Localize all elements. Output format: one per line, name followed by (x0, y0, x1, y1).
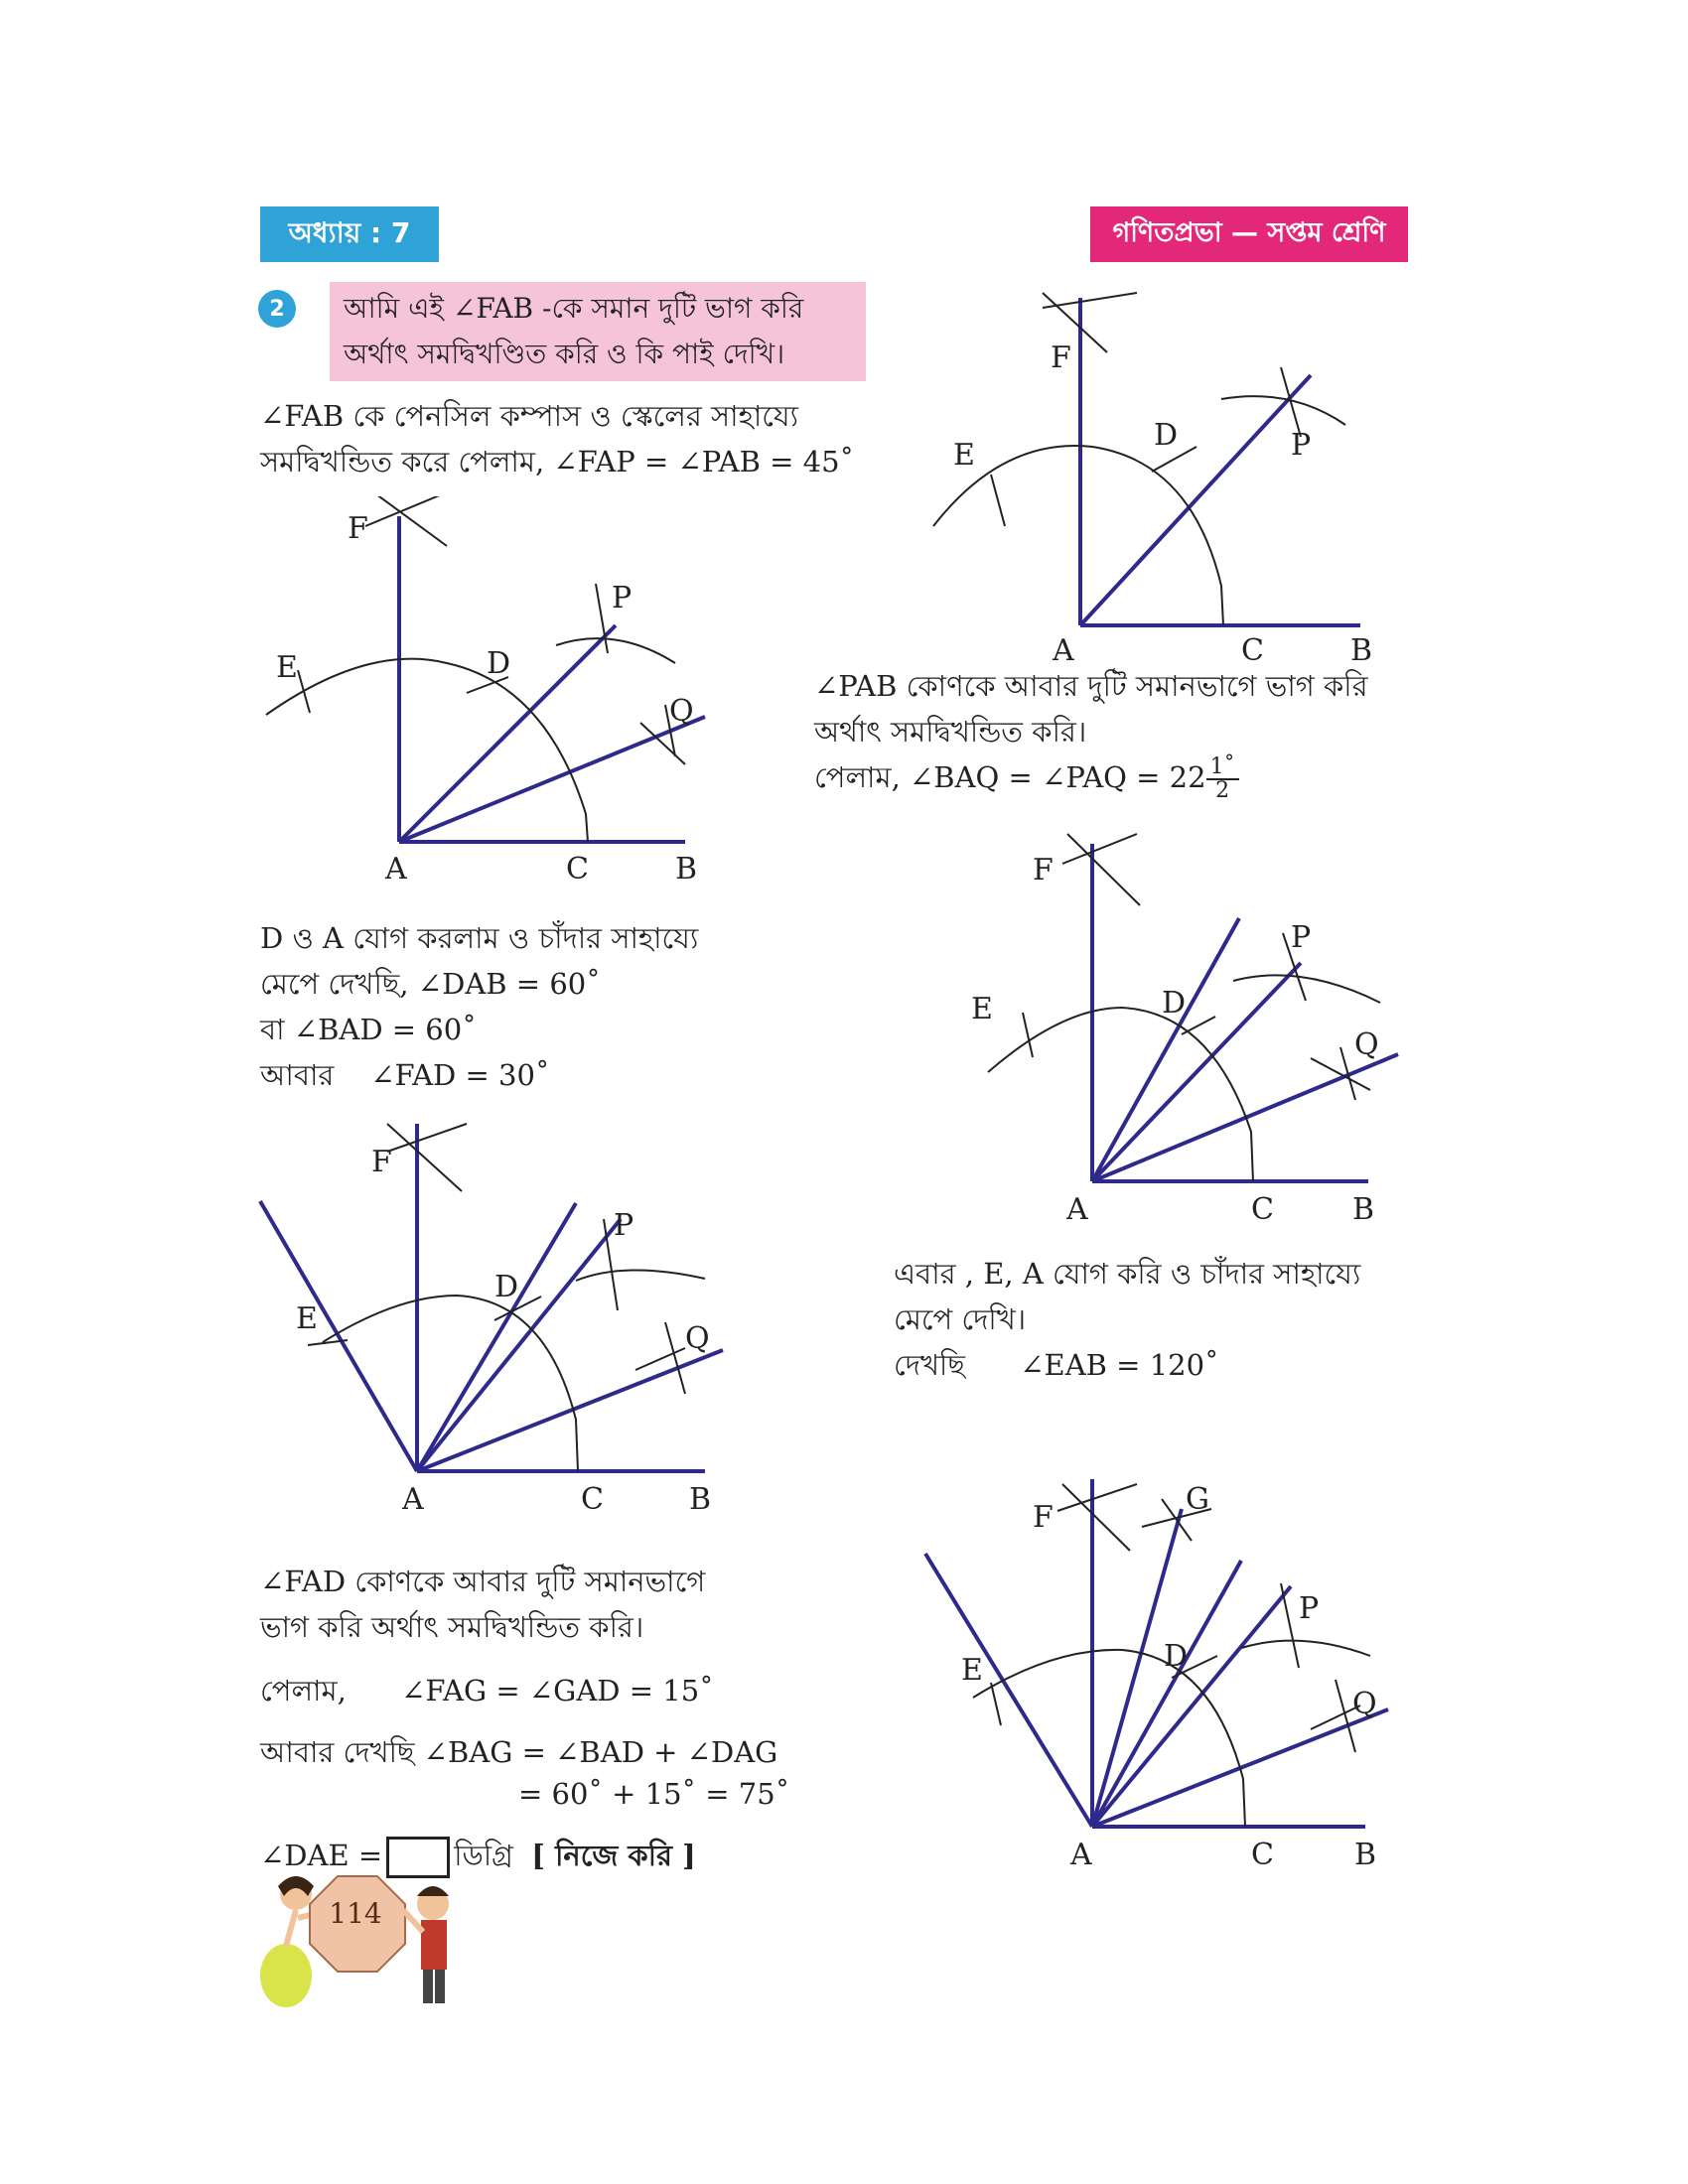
label-D: D (494, 1270, 519, 1304)
step-number-badge: 2 (258, 290, 296, 328)
book-title-badge: গণিতপ্রভা — সপ্তম শ্রেণি (1090, 206, 1408, 262)
right-para-2 (894, 1251, 1360, 1388)
label-G: G (1186, 1482, 1209, 1517)
arc-mark-E (298, 670, 310, 713)
label-B: B (675, 852, 698, 887)
arc-mark-F1 (1062, 834, 1137, 864)
left-para-3-line-3a: পেলাম, (260, 1674, 347, 1707)
label-D: D (1164, 1639, 1189, 1674)
fraction-denominator: 2 (1215, 778, 1230, 803)
ray-AQ (399, 717, 705, 842)
label-F: F (1051, 341, 1071, 375)
left-para-1-line-2: সমদ্বিখন্ডিত করে পেলাম, ∠FAP = ∠PAB = 45˚ (260, 445, 855, 478)
left-para-2 (260, 915, 698, 1098)
arc-mark-E (991, 1683, 1001, 1725)
fraction-numerator: 1˚ (1206, 756, 1239, 780)
page-number: 114 (329, 1896, 382, 1930)
left-kid-dress (260, 1944, 312, 2007)
right-para-2-line-2: মেপে দেখি। (894, 1302, 1027, 1336)
diagram-3-bisect-dpq (963, 824, 1410, 1231)
right-para-2-line-3a: দেখছি (894, 1348, 965, 1382)
ray-AD (417, 1203, 576, 1471)
label-Q: Q (1354, 1027, 1379, 1062)
label-E: E (953, 438, 975, 473)
label-P: P (1291, 428, 1312, 463)
arc-mark-E (991, 475, 1005, 526)
label-C: C (566, 852, 589, 887)
right-kid-hair (417, 1886, 449, 1896)
label-P: P (1299, 1591, 1320, 1626)
right-para-1-line-1: ∠PAB কোণকে আবার দুটি সমানভাগে ভাগ করি (814, 669, 1368, 703)
right-para-2-line-3 (894, 1342, 1360, 1388)
ray-AE (925, 1554, 1092, 1827)
label-B: B (1352, 1192, 1375, 1227)
arc-mark-P1 (1221, 396, 1345, 425)
step-prompt-box (330, 282, 866, 381)
label-P: P (612, 581, 633, 615)
label-A: A (385, 852, 407, 887)
left-para-3-line-2: ভাগ করি অর্থাৎ সমদ্বিখন্ডিত করি। (260, 1610, 644, 1644)
chapter-badge: অধ্যায় : 7 (260, 206, 439, 262)
label-B: B (1350, 633, 1373, 665)
left-para-2-line-3: বা ∠BAD = 60˚ (260, 1013, 477, 1046)
label-E: E (276, 650, 298, 685)
diagram-4-ead (248, 1112, 745, 1519)
ray-AE (260, 1201, 417, 1471)
left-para-3-line-1: ∠FAD কোণকে আবার দুটি সমানভাগে (260, 1565, 706, 1598)
diagram-5-with-g (914, 1469, 1410, 1886)
left-kid-body (286, 1910, 296, 1946)
exercise-tag: [ নিজে করি ] (531, 1839, 696, 1872)
left-para-2-line-1: D ও A যোগ করলাম ও চাঁদার সাহায্যে (260, 921, 699, 955)
label-Q: Q (685, 1321, 710, 1356)
arc-mark-Q2 (665, 1322, 685, 1394)
label-F: F (1033, 1500, 1054, 1535)
left-para-3 (260, 1559, 705, 1650)
left-para-2-line-4 (260, 1052, 698, 1098)
label-D: D (487, 646, 511, 681)
left-para-2-line-4a: আবার (260, 1058, 335, 1092)
label-A: A (402, 1482, 424, 1517)
label-A: A (1066, 1192, 1088, 1227)
arc-mark-P1 (576, 1270, 705, 1281)
label-F: F (1033, 853, 1054, 887)
right-para-1 (814, 663, 1368, 802)
arc-mark-P1 (1233, 975, 1380, 1003)
ray-AP (1092, 1586, 1291, 1827)
left-para-3-line-3b: ∠FAG = ∠GAD = 15˚ (401, 1674, 714, 1707)
arc-mark-F2 (1067, 834, 1140, 905)
arc-mark-P2 (1281, 1583, 1299, 1668)
label-C: C (1251, 1192, 1274, 1227)
label-A: A (1053, 633, 1074, 665)
right-para-2-line-1: এবার , E, A যোগ করি ও চাঁদার সাহায্যে (894, 1257, 1361, 1291)
label-C: C (1241, 633, 1264, 665)
label-F: F (371, 1145, 392, 1179)
label-P: P (614, 1208, 634, 1243)
fraction-half (1206, 756, 1239, 802)
right-para-1-line-3 (814, 754, 1368, 802)
left-para-3-line-5: = 60˚ + 15˚ = 75˚ (518, 1777, 790, 1811)
arc-mark-F1 (387, 1124, 467, 1152)
label-A: A (1070, 1838, 1092, 1872)
left-para-1 (260, 393, 854, 484)
arc-mark-P1 (556, 638, 675, 663)
ray-AP (417, 1219, 621, 1471)
label-Q: Q (669, 694, 694, 729)
prompt-line-1: আমি এই ∠FAB -কে সমান দুটি ভাগ করি (344, 292, 804, 325)
label-E: E (961, 1653, 983, 1688)
label-B: B (689, 1482, 712, 1517)
arc-mark-F2 (372, 496, 447, 546)
right-kid-shirt (421, 1920, 447, 1970)
right-kid-leg-1 (423, 1970, 433, 2003)
label-Q: Q (1352, 1687, 1377, 1721)
label-D: D (1162, 986, 1187, 1021)
ray-AP (1080, 375, 1311, 625)
right-kid-leg-2 (435, 1970, 445, 2003)
arc-mark-P1 (1241, 1641, 1370, 1656)
right-para-2-line-3b: ∠EAB = 120˚ (1020, 1348, 1219, 1382)
label-C: C (581, 1482, 604, 1517)
label-C: C (1251, 1838, 1274, 1872)
arc-mark-F1 (1057, 1484, 1137, 1511)
diagram-2-bisect-right (894, 288, 1390, 665)
left-para-3-line-4: আবার দেখছি ∠BAG = ∠BAD + ∠DAG (260, 1735, 778, 1769)
arc-mark-E (1023, 1013, 1033, 1057)
arc-mark-D (1182, 1017, 1215, 1034)
prompt-line-2: অর্থাৎ সমদ্বিখণ্ডিত করি ও কি পাই দেখি। (344, 338, 785, 370)
diagram-1-bisect-45 (248, 496, 725, 893)
label-E: E (296, 1301, 318, 1336)
left-para-3-result (260, 1668, 714, 1713)
ray-AQ (417, 1350, 723, 1471)
label-B: B (1354, 1838, 1377, 1872)
label-D: D (1154, 418, 1179, 453)
label-F: F (348, 511, 368, 546)
arc-mark-F2 (387, 1124, 462, 1191)
left-para-2-line-4b: ∠FAD = 30˚ (370, 1058, 550, 1092)
arc-mark-F2 (1062, 1484, 1130, 1551)
exercise-prefix: ∠DAE = (260, 1839, 383, 1872)
left-para-2-line-2: মেপে দেখছি, ∠DAB = 60˚ (260, 967, 601, 1001)
label-E: E (971, 992, 993, 1026)
ray-AD (1092, 1561, 1241, 1827)
left-para-1-line-1: ∠FAB কে পেনসিল কম্পাস ও স্কেলের সাহায্যে (260, 399, 798, 433)
right-para-1-line-3a: পেলাম, ∠BAQ = ∠PAQ = 22 (814, 760, 1206, 794)
label-P: P (1291, 920, 1312, 955)
arc-mark-F1 (365, 496, 442, 526)
exercise-suffix: ডিগ্রি (454, 1839, 513, 1872)
right-para-1-line-2: অর্থাৎ সমদ্বিখন্ডিত করি। (814, 715, 1087, 749)
